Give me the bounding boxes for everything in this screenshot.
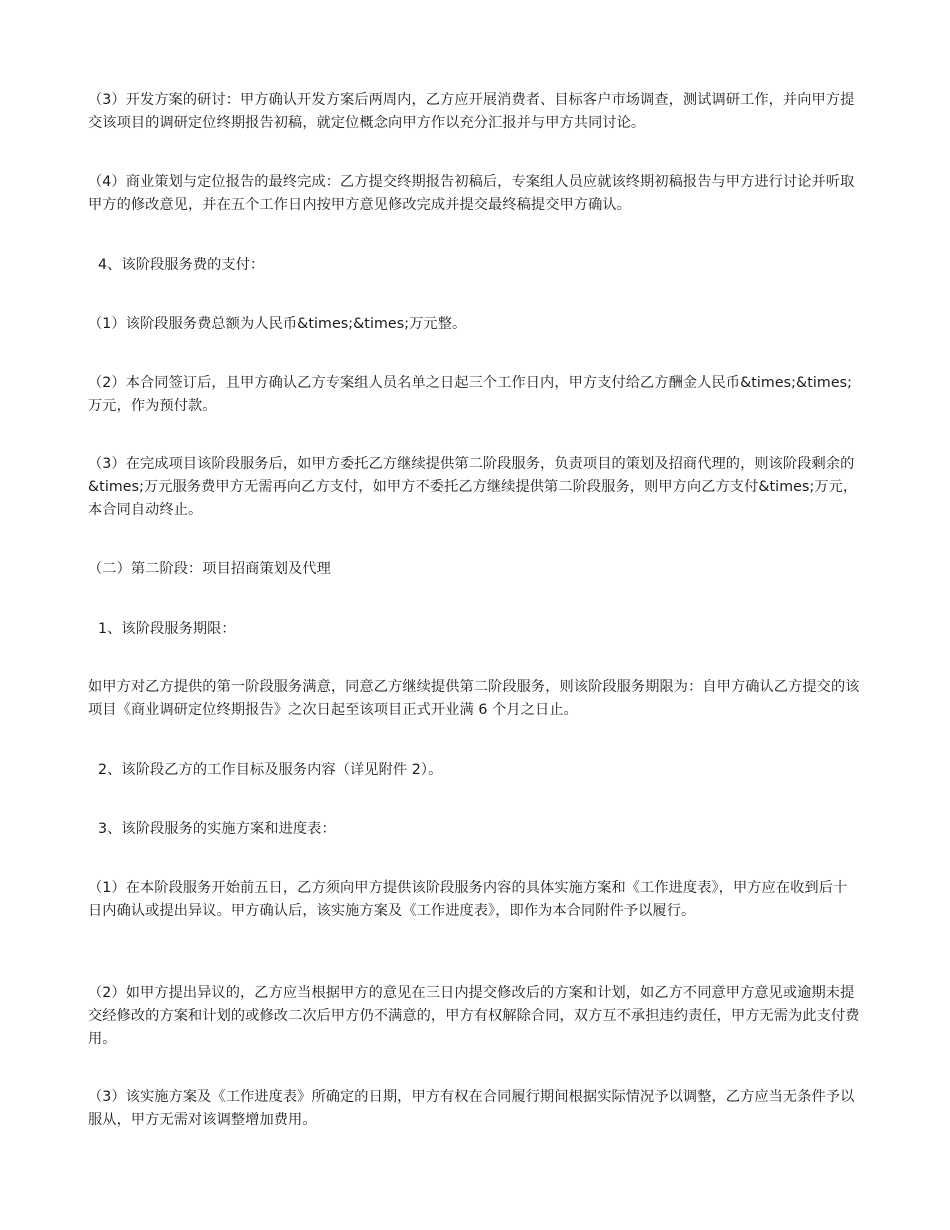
paragraph-prepayment: （2）本合同签订后，且甲方确认乙方专案组人员名单之日起三个工作日内，甲方支付给乙方酬金人民币&times;&times;万元，作为预付款。 (88, 375, 853, 414)
paragraph-schedule-adjustment: （3）该实施方案及《工作进度表》所确定的日期，甲方有权在合同履行期间根据实际情况予以调整，乙方应当无条件予以服从，甲方无需对该调整增加费用。 (88, 1089, 855, 1128)
heading-work-goals: 2、该阶段乙方的工作目标及服务内容（详见附件 2）。 (98, 762, 443, 778)
paragraph-development-plan-review: （3）开发方案的研讨：甲方确认开发方案后两周内，乙方应开展消费者、目标客户市场调查，测试调研工作，并向甲方提交该项目的调研定位终期报告初稿，就定位概念向甲方作以充分汇报并与甲方共同讨论。 (88, 92, 855, 131)
paragraph-objection-handling: （2）如甲方提出异议的，乙方应当根据甲方的意见在三日内提交修改后的方案和计划，如乙方不同意甲方意见或逾期未提交经修改的方案和计划的或修改二次后甲方仍不满意的，甲方有权解除合同，双方互不承担违约责任，甲方无需为此支付费用。 (88, 985, 860, 1047)
heading-second-stage: （二）第二阶段：项目招商策划及代理 (88, 561, 331, 577)
paragraph-final-report-completion: （4）商业策划与定位报告的最终完成：乙方提交终期报告初稿后，专案组人员应就该终期初稿报告与甲方进行讨论并听取甲方的修改意见，并在五个工作日内按甲方意见修改完成并提交最终稿提交甲方确认。 (88, 174, 855, 213)
paragraph-remaining-fee: （3）在完成项目该阶段服务后，如甲方委托乙方继续提供第二阶段服务，负责项目的策划及招商代理的，则该阶段剩余的&times;万元服务费甲方无需再向乙方支付，如甲方不委托乙方继续提供第二阶段服务，则甲方向乙方支付&times;万元，本合同自动终止。 (88, 456, 858, 518)
paragraph-implementation-plan: （1）在本阶段服务开始前五日，乙方须向甲方提供该阶段服务内容的具体实施方案和《工作进度表》，甲方应在收到后十日内确认或提出异议。甲方确认后，该实施方案及《工作进度表》，即作为本合同附件予以履行。 (88, 880, 848, 919)
paragraph-service-term-detail: 如甲方对乙方提供的第一阶段服务满意，同意乙方继续提供第二阶段服务，则该阶段服务期限为：自甲方确认乙方提交的该项目《商业调研定位终期报告》之次日起至该项目正式开业满 6 个月之日止。 (88, 679, 860, 718)
heading-implementation-schedule: 3、该阶段服务的实施方案和进度表： (98, 821, 336, 837)
heading-stage-fee-payment: 4、该阶段服务费的支付： (98, 257, 265, 273)
paragraph-total-fee: （1）该阶段服务费总额为人民币&times;&times;万元整。 (88, 316, 467, 332)
heading-service-term: 1、该阶段服务期限： (98, 621, 236, 637)
